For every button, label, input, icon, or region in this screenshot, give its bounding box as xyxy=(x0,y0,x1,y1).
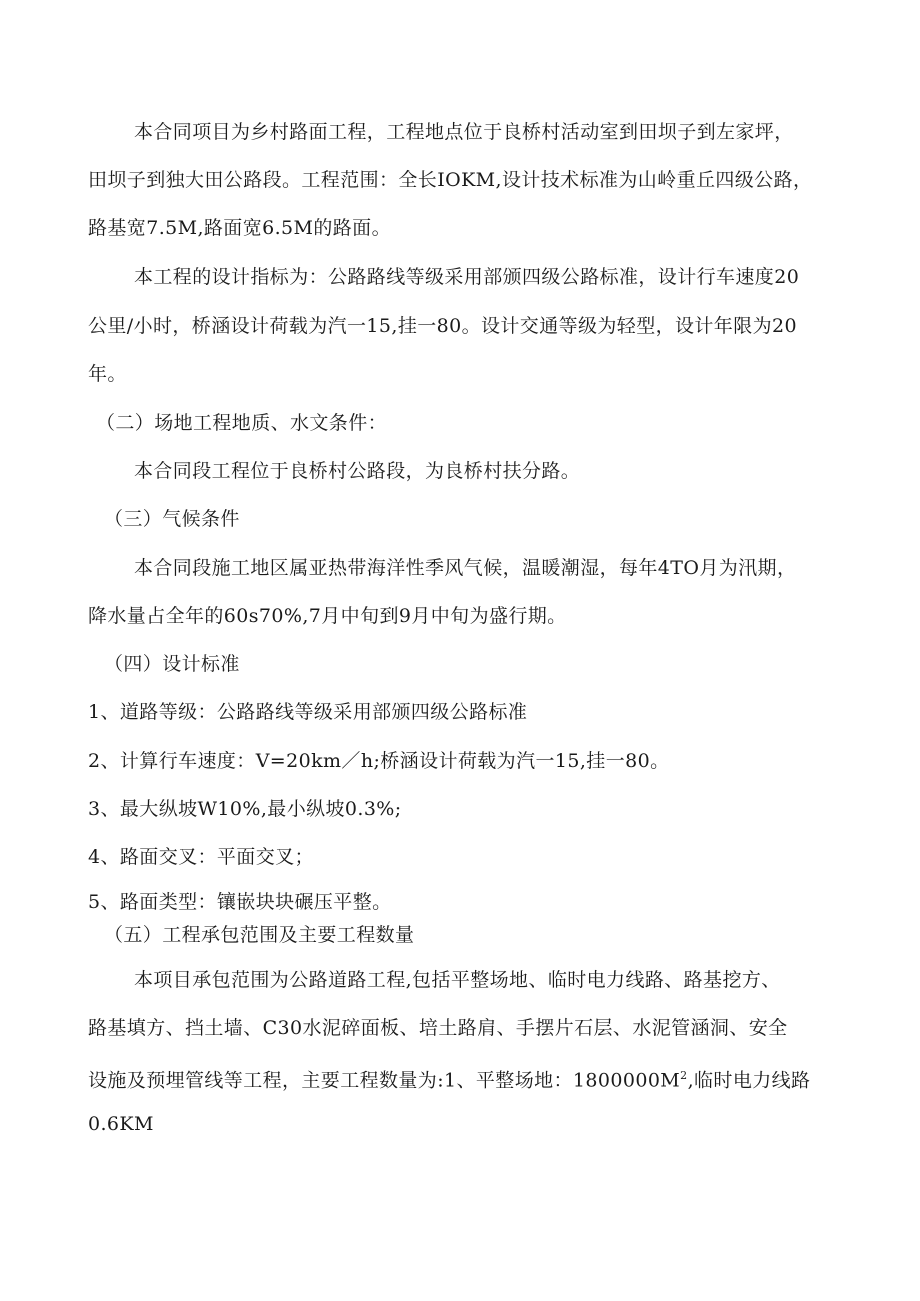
paragraph-line: 本合同段工程位于良桥村公路段，为良桥村扶分路。 xyxy=(134,460,581,482)
paragraph-line: 本合同项目为乡村路面工程，工程地点位于良桥村活动室到田坝子到左家坪， xyxy=(134,121,794,143)
paragraph-line: 路基宽7.5M,路面宽6.5M的路面。 xyxy=(88,217,391,239)
paragraph-line: 年。 xyxy=(88,363,127,385)
paragraph-line: 0.6KM xyxy=(88,1113,154,1135)
section-heading: （三）气候条件 xyxy=(104,508,240,530)
paragraph-line: 本项目承包范围为公路道路工程,包括平整场地、临时电力线路、路基挖方、 xyxy=(134,969,781,991)
paragraph-text: 设施及预埋管线等工程，主要工程数量为:1、平整场地：1800000M xyxy=(88,1069,681,1092)
paragraph-text-tail: ,临时电力线路 xyxy=(687,1069,811,1092)
paragraph-line: 路基填方、挡土墙、C30水泥碎面板、培土路肩、手摆片石层、水泥管涵洞、安全 xyxy=(88,1017,788,1039)
paragraph-line: 公里/小时，桥涵设计荷载为汽一15,挂一80。设计交通等级为轻型，设计年限为20 xyxy=(88,315,797,337)
paragraph-line: 本工程的设计指标为：公路路线等级采用部颁四级公路标准，设计行车速度20 xyxy=(134,266,800,288)
paragraph-line-with-superscript xyxy=(88,1063,810,1093)
paragraph-line: 降水量占全年的60s70%,7月中旬到9月中旬为盛行期。 xyxy=(88,605,567,627)
list-item: 1、道路等级：公路路线等级采用部颁四级公路标准 xyxy=(88,701,528,723)
list-item: 3、最大纵坡W10%,最小纵坡0.3%; xyxy=(88,798,402,820)
paragraph-line: 本合同段施工地区属亚热带海洋性季风气候，温暖潮湿，每年4TO月为汛期， xyxy=(134,557,797,579)
list-item: 2、计算行车速度：V=20km／h;桥涵设计荷载为汽一15,挂一80。 xyxy=(88,750,670,772)
section-heading: （四）设计标准 xyxy=(104,653,240,675)
list-item: 5、路面类型：镶嵌块块碾压平整。 xyxy=(88,891,392,913)
superscript-2: 2 xyxy=(680,1069,688,1082)
paragraph-line: 田坝子到独大田公路段。工程范围：全长IOKM,设计技术标准为山岭重丘四级公路， xyxy=(88,169,813,191)
section-heading: （五）工程承包范围及主要工程数量 xyxy=(104,924,415,946)
section-heading: （二）场地工程地质、水文条件： xyxy=(96,412,388,434)
list-item: 4、路面交叉：平面交叉； xyxy=(88,846,314,868)
